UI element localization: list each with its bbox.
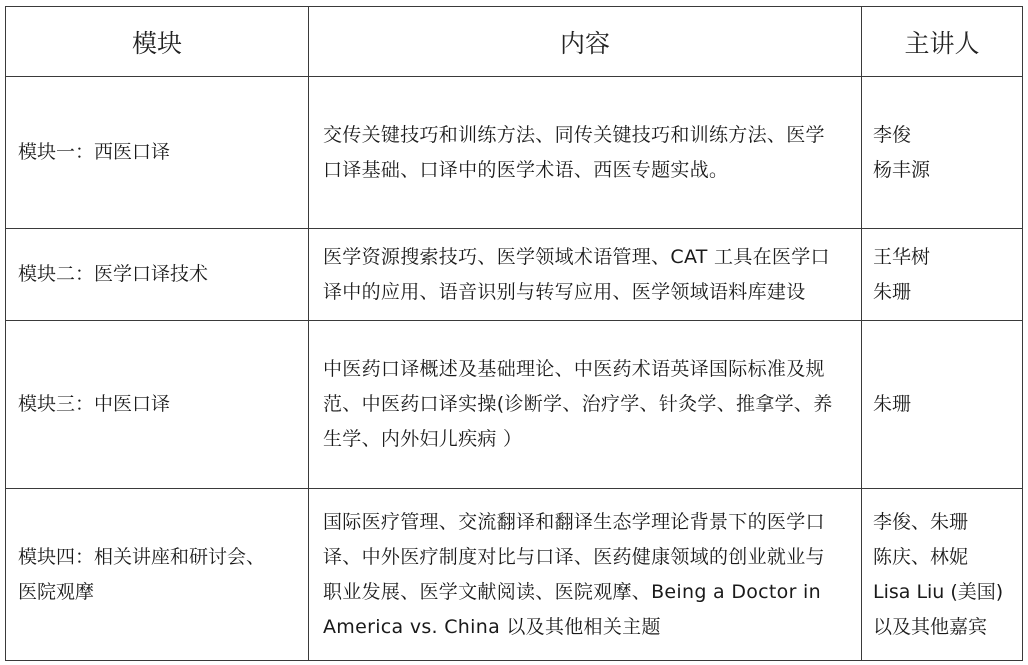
module-cell bbox=[6, 77, 309, 229]
table-row bbox=[6, 489, 1023, 661]
content-line: 国际医疗管理、交流翻译和翻译生态学理论背景下的医学口 bbox=[323, 510, 825, 533]
speaker-name: Lisa Liu (美国) bbox=[873, 580, 1004, 603]
table-row bbox=[6, 77, 1023, 229]
speaker-name: 李俊 bbox=[873, 123, 912, 146]
content-line: 译、中外医疗制度对比与口译、医药健康领域的创业就业与 bbox=[323, 545, 825, 568]
content-line: 译中的应用、语音识别与转写应用、医学领域语料库建设 bbox=[323, 280, 806, 303]
content-line: 范、中医药口译实操(诊断学、治疗学、针灸学、推拿学、养 bbox=[323, 393, 833, 415]
content-line: America vs. China 以及其他相关主题 bbox=[323, 615, 661, 638]
speaker-cell bbox=[862, 321, 1023, 489]
speaker-cell bbox=[862, 77, 1023, 229]
speaker-name: 杨丰源 bbox=[873, 158, 931, 181]
table-header-row bbox=[6, 7, 1023, 77]
content-cell bbox=[309, 77, 862, 229]
module-name: 模块三：中医口译 bbox=[18, 393, 171, 415]
content-cell bbox=[309, 321, 862, 489]
table-row bbox=[6, 321, 1023, 489]
speaker-name: 李俊、朱珊 bbox=[873, 510, 969, 533]
content-line: 口译基础、口译中的医学术语、西医专题实战。 bbox=[323, 158, 729, 181]
speaker-cell bbox=[862, 489, 1023, 661]
header-speaker: 主讲人 bbox=[862, 7, 1023, 77]
course-schedule-table bbox=[5, 6, 1023, 661]
content-line: 医学资源搜索技巧、医学领域术语管理、CAT 工具在医学口 bbox=[323, 245, 830, 268]
module-name: 模块四：相关讲座和研讨会、 bbox=[18, 545, 266, 568]
speaker-name: 陈庆、林妮 bbox=[873, 545, 969, 568]
content-line: 中医药口译概述及基础理论、中医药术语英译国际标准及规 bbox=[323, 358, 825, 380]
module-name: 模块二：医学口译技术 bbox=[18, 263, 209, 285]
content-line: 交传关键技巧和训练方法、同传关键技巧和训练方法、医学 bbox=[323, 123, 825, 146]
header-module: 模块 bbox=[6, 7, 309, 77]
speaker-cell bbox=[862, 229, 1023, 321]
speaker-name: 王华树 bbox=[873, 245, 931, 268]
table-row bbox=[6, 229, 1023, 321]
speaker-name: 以及其他嘉宾 bbox=[873, 615, 988, 638]
module-name: 医院观摩 bbox=[18, 580, 95, 603]
content-cell bbox=[309, 489, 862, 661]
module-name: 模块一：西医口译 bbox=[18, 141, 171, 163]
speaker-name: 朱珊 bbox=[873, 280, 912, 303]
content-line: 生学、内外妇儿疾病 ） bbox=[323, 428, 523, 450]
content-cell bbox=[309, 229, 862, 321]
module-cell bbox=[6, 229, 309, 321]
module-cell bbox=[6, 321, 309, 489]
module-cell bbox=[6, 489, 309, 661]
content-line: 职业发展、医学文献阅读、医院观摩、Being a Doctor in bbox=[323, 580, 821, 603]
header-content: 内容 bbox=[309, 7, 862, 77]
speaker-name: 朱珊 bbox=[873, 393, 912, 415]
